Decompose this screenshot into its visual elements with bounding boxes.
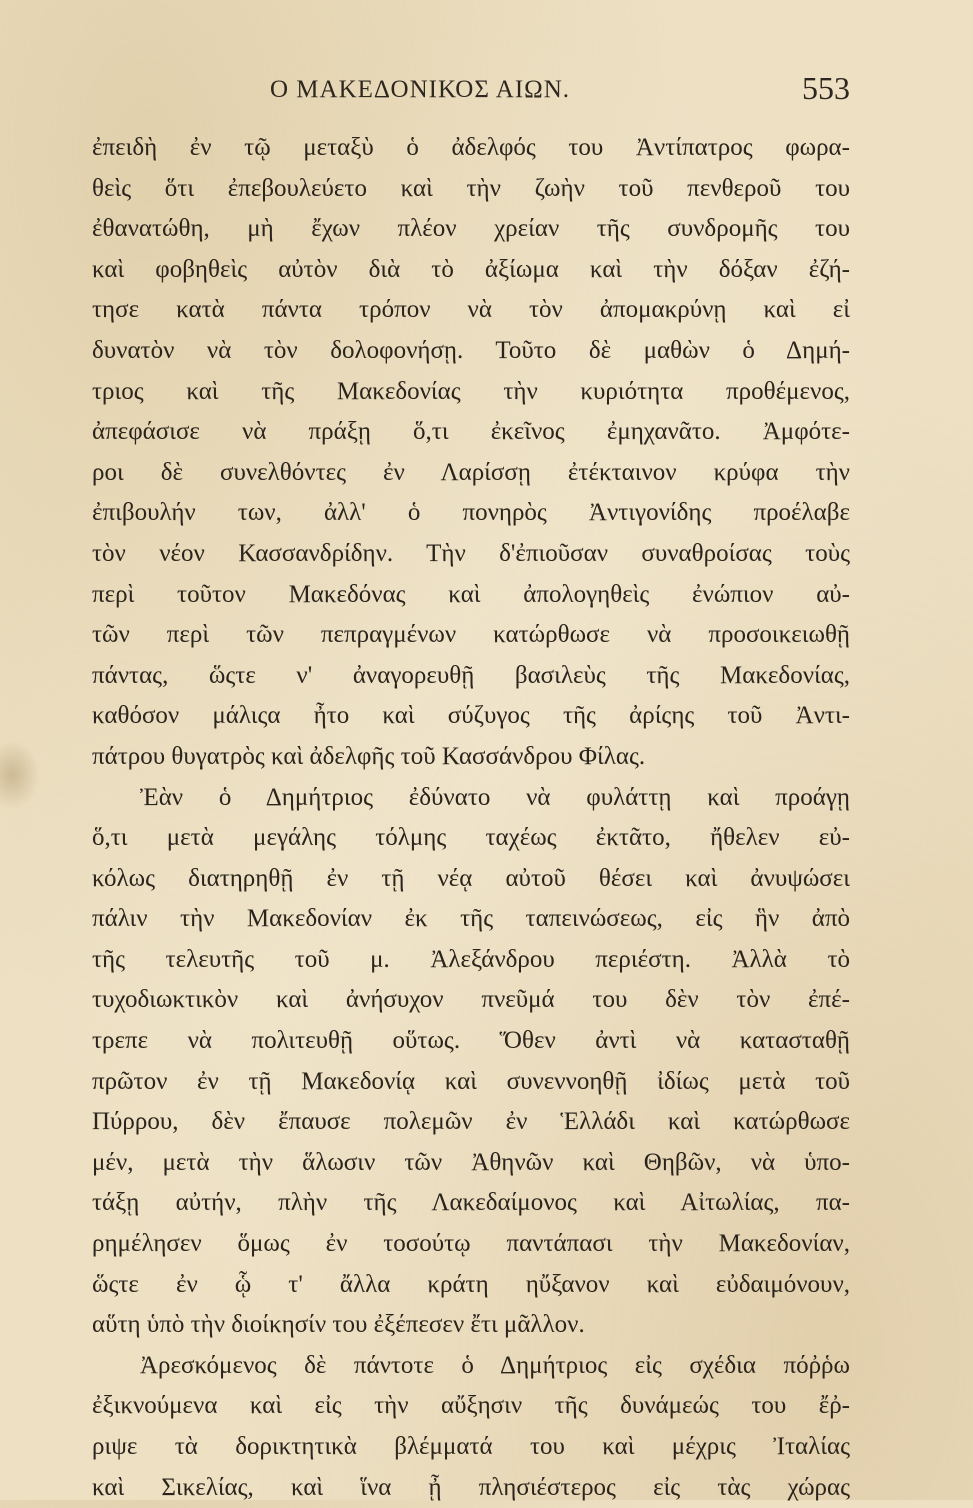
- text-line: κόλως διατηρηθῇ ἐν τῇ νέᾳ αὐτοῦ θέσει καὶ ἀνυψώσει: [92, 864, 850, 892]
- text-line: τρεπε νὰ πολιτευθῇ οὕτως. Ὅθεν ἀντὶ νὰ κατασταθῇ: [92, 1027, 850, 1055]
- text-line: ὅ,τι μετὰ μεγάλης τόλμης ταχέως ἐκτᾶτο, ἤθελεν εὐ-: [92, 824, 850, 852]
- text-line: ριψε τὰ δορικτητικὰ βλέμματά του καὶ μέχρις Ἰταλίας: [92, 1433, 850, 1460]
- text-line: Πύρρου, δὲν ἔπαυσε πολεμῶν ἐν Ἑλλάδι καὶ κατώρθωσε: [92, 1108, 850, 1136]
- text-line: πάλιν τὴν Μακεδονίαν ἐκ τῆς ταπεινώσεως, εἰς ἣν ἀπὸ: [92, 905, 850, 933]
- text-line: αὕτη ὑπὸ τὴν διοίκησίν του ἐξέπεσεν ἔτι μᾶλλον.: [92, 1311, 585, 1339]
- text-line: ρημέλησεν ὅμως ἐν τοσούτῳ παντάπασι τὴν Μακεδονίαν,: [92, 1230, 850, 1258]
- text-line: Ἐὰν ὁ Δημήτριος ἐδύνατο νὰ φυλάττῃ καὶ προάγῃ: [140, 783, 850, 811]
- page-number: 553: [802, 70, 850, 106]
- text-line: θεὶς ὅτι ἐπεβουλεύετο καὶ τὴν ζωὴν τοῦ πενθεροῦ του: [92, 174, 850, 202]
- text-line: πρῶτον ἐν τῇ Μακεδονίᾳ καὶ συνεννοηθῇ ἰδίως μετὰ τοῦ: [92, 1067, 850, 1095]
- running-title: Ο ΜΑΚΕΔΟΝΙΚΟΣ ΑΙΩΝ.: [270, 76, 571, 103]
- text-line: τυχοδιωκτικὸν καὶ ἀνήσυχον πνεῦμά του δὲν τὸν ἐπέ-: [92, 986, 850, 1014]
- text-line: πάτρου θυγατρὸς καὶ ἀδελφῆς τοῦ Κασσάνδρου Φίλας.: [92, 742, 646, 770]
- text-line: δυνατὸν νὰ τὸν δολοφονήσῃ. Τοῦτο δὲ μαθὼν ὁ Δημή-: [92, 336, 850, 364]
- text-line: πάντας, ὥςτε ν' ἀναγορευθῇ βασιλεὺς τῆς Μακεδονίας,: [92, 661, 850, 689]
- text-line: ἐξικνούμενα καὶ εἰς τὴν αὔξησιν τῆς δυνάμεώς του ἔῤ-: [92, 1392, 850, 1420]
- text-line: καὶ Σικελίας, καὶ ἵνα ᾖ πλησιέστερος εἰς τὰς χώρας: [92, 1473, 850, 1501]
- paper-stain: [0, 740, 40, 810]
- text-line: καθόσον μάλιςα ἦτο καὶ σύζυγος τῆς ἀρίςης τοῦ Ἀντι-: [92, 702, 850, 730]
- text-line: μέν, μετὰ τὴν ἅλωσιν τῶν Ἀθηνῶν καὶ Θηβῶν, νὰ ὑπο-: [92, 1148, 850, 1176]
- text-line: τὸν νέον Κασσανδρίδην. Τὴν δ'ἐπιοῦσαν συναθροίσας τοὺς: [92, 539, 850, 567]
- text-line: ὥςτε ἐν ᾧ τ' ἄλλα κράτη ηὔξανον καὶ εὐδαιμόνουν,: [92, 1270, 850, 1298]
- text-line: τάξῃ αὐτήν, πλὴν τῆς Λακεδαίμονος καὶ Αἰτωλίας, πα-: [92, 1189, 850, 1217]
- text-line: τῶν περὶ τῶν πεπραγμένων κατώρθωσε νὰ προσοικειωθῇ: [92, 621, 850, 649]
- text-line: Ἀρεσκόμενος δὲ πάντοτε ὁ Δημήτριος εἰς σχέδια πόῤῥω: [140, 1351, 850, 1379]
- text-line: καὶ φοβηθεὶς αὐτὸν διὰ τὸ ἀξίωμα καὶ τὴν δόξαν ἐζή-: [92, 255, 850, 283]
- text-line: ἀπεφάσισε νὰ πράξῃ ὅ,τι ἐκεῖνος ἐμηχανᾶτο. Ἀμφότε-: [92, 418, 850, 446]
- body-text: [92, 128, 850, 1508]
- text-line: ἐπειδὴ ἐν τῷ μεταξὺ ὁ ἀδελφός του Ἀντίπατρος φωρα-: [92, 134, 850, 161]
- running-head: [90, 70, 850, 110]
- text-line: ἐθανατώθη, μὴ ἔχων πλέον χρείαν τῆς συνδρομῆς του: [92, 215, 850, 243]
- text-line: τησε κατὰ πάντα τρόπον νὰ τὸν ἀπομακρύνῃ καὶ εἰ: [92, 296, 850, 324]
- text-line: τριος καὶ τῆς Μακεδονίας τὴν κυριότητα προθέμενος,: [92, 377, 850, 405]
- text-line: περὶ τοῦτον Μακεδόνας καὶ ἀπολογηθεὶς ἐνώπιον αὐ-: [92, 580, 850, 608]
- text-line: τῆς τελευτῆς τοῦ μ. Ἀλεξάνδρου περιέστη. Ἀλλὰ τὸ: [92, 945, 850, 973]
- text-line: ἐπιβουλήν των, ἀλλ' ὁ πονηρὸς Ἀντιγονίδης προέλαβε: [92, 499, 850, 527]
- text-line: ροι δὲ συνελθόντες ἐν Λαρίσσῃ ἐτέκταινον κρύφα τὴν: [92, 458, 850, 486]
